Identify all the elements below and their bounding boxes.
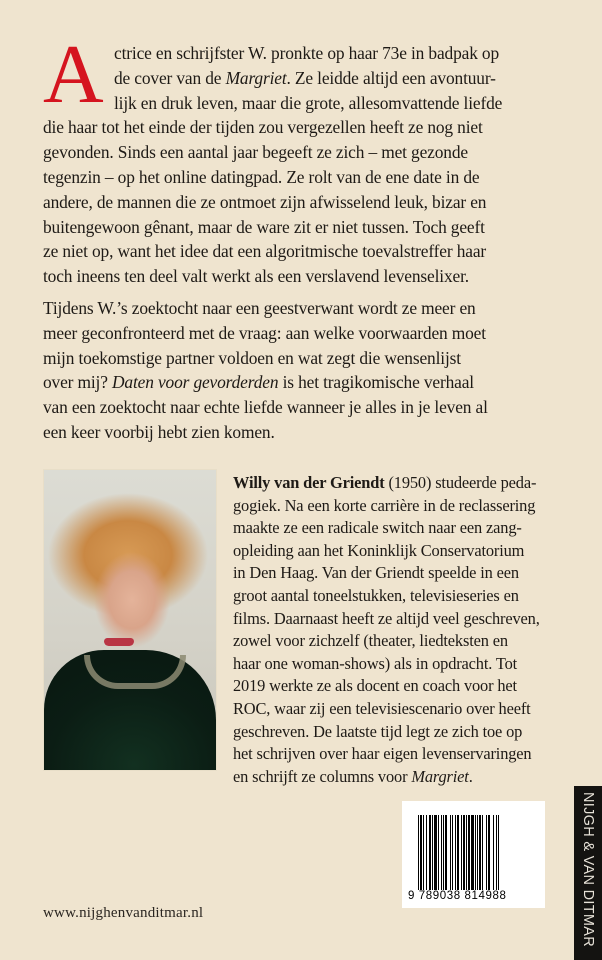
text-line: ROC, waar zij een televisiescenario over heeft bbox=[233, 698, 531, 718]
text-line: Tijdens W.’s zoektocht naar een geestverwant wordt ze meer en bbox=[43, 298, 476, 318]
publisher-name: NIJGH & VAN DITMAR bbox=[580, 792, 596, 947]
blurb-paragraph-1 bbox=[43, 28, 563, 289]
text-line: en schrijft ze columns voor Margriet. bbox=[233, 766, 473, 786]
text-line: mijn toekomstige partner voldoen en wat zegt die wensenlijst bbox=[43, 347, 461, 368]
text-line: groot aantal toneelstukken, televisieseries en bbox=[233, 585, 519, 605]
text-line: 2019 werkte ze als docent en coach voor het bbox=[233, 676, 517, 696]
text-line: een keer voorbij hebt zien komen. bbox=[43, 421, 275, 442]
author-name: Willy van der Griendt bbox=[233, 473, 385, 492]
italic-title: Margriet bbox=[225, 67, 287, 88]
text-line: Willy van der Griendt (1950) studeerde peda- bbox=[233, 473, 537, 492]
barcode-bars bbox=[418, 815, 528, 893]
photo-smile bbox=[104, 638, 134, 646]
text-line: andere, de mannen die ze ontmoet zijn afwisselend leuk, bizar en bbox=[43, 191, 487, 212]
text-line: gevonden. Sinds een aantal jaar begeeft ze zich – met gezonde bbox=[43, 142, 468, 163]
isbn-barcode bbox=[402, 801, 545, 908]
text-line: ze niet op, want het idee dat een algoritmische toevalstreffer haar bbox=[43, 241, 487, 262]
author-bio bbox=[233, 472, 573, 788]
text-line: haar one woman-shows) als in opdracht. Tot bbox=[233, 653, 518, 673]
text-line: de cover van de Margriet. Ze leidde altijd een avontuur- bbox=[114, 67, 496, 88]
text-line: films. Daarnaast heeft ze altijd veel geschreven, bbox=[233, 608, 540, 628]
isbn-number: 9 789038 814988 bbox=[408, 890, 540, 902]
blurb-paragraph-2 bbox=[43, 296, 563, 445]
author-photo bbox=[43, 469, 217, 771]
text-line: zowel voor zichzelf (theater, liedteksten en bbox=[233, 631, 508, 651]
text-line: lijk en druk leven, maar die grote, allesomvattende liefde bbox=[114, 92, 503, 113]
text-line: gogiek. Na een korte carrière in de reclassering bbox=[233, 495, 536, 515]
text-line: van een zoektocht naar echte liefde wanneer je alles in je leven al bbox=[43, 397, 488, 418]
text-line: ctrice en schrijfster W. pronkte op haar 73e in badpak op bbox=[114, 43, 500, 63]
publisher-spine-strip bbox=[574, 786, 602, 960]
text-line: maakte ze een radicale switch naar een zang- bbox=[233, 518, 522, 538]
text-line: buitengewoon gênant, maar de ware zit er niet tussen. Toch geeft bbox=[43, 216, 485, 237]
text-line: die haar tot het einde der tijden zou vergezellen heeft ze nog niet bbox=[43, 117, 483, 138]
text-line: meer geconfronteerd met de vraag: aan welke voorwaarden moet bbox=[43, 322, 486, 343]
drop-cap: A bbox=[43, 28, 104, 121]
text-line: geschreven. De laatste tijd legt ze zich toe op bbox=[233, 721, 523, 741]
text-line: toch ineens ten deel valt werkt als een verslavend levenselixer. bbox=[43, 266, 469, 287]
text-line: tegenzin – op het online datingpad. Ze rolt van de ene date in de bbox=[43, 166, 480, 187]
text-line: over mij? Daten voor gevorderden is het tragikomische verhaal bbox=[43, 372, 474, 393]
barcode-bar bbox=[499, 815, 500, 893]
text-line: het schrijven over haar eigen levenservaringen bbox=[233, 744, 532, 764]
italic-title: Daten voor gevorderden bbox=[112, 372, 279, 393]
italic-title: Margriet bbox=[411, 766, 469, 786]
text-line: in Den Haag. Van der Griendt speelde in een bbox=[233, 563, 519, 583]
text-line: opleiding aan het Koninklijk Conservatorium bbox=[233, 540, 525, 560]
publisher-website-link[interactable]: www.nijghenvanditmar.nl bbox=[43, 905, 204, 921]
